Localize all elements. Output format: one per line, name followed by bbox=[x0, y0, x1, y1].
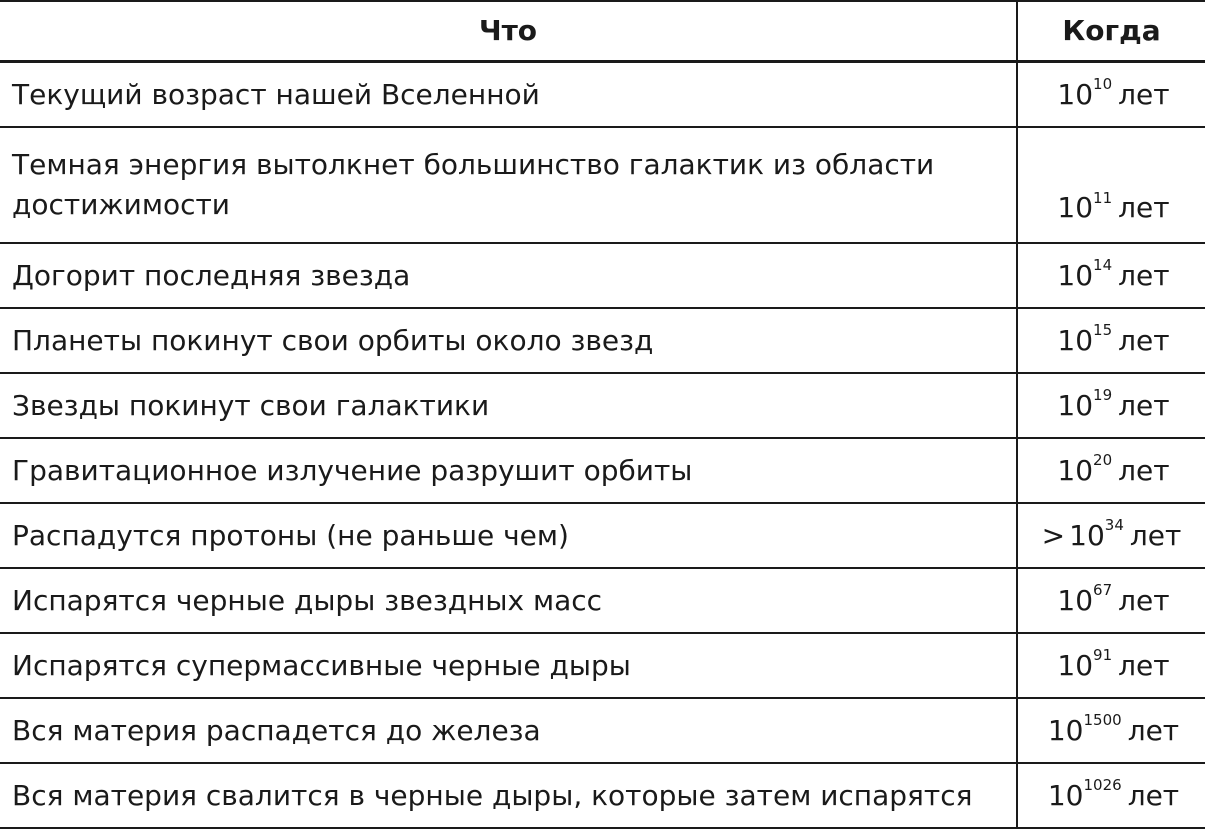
table-row bbox=[0, 763, 1205, 828]
table-row bbox=[0, 62, 1205, 128]
time-base: 10 bbox=[1057, 258, 1094, 292]
time-prefix: > bbox=[1041, 518, 1066, 552]
event-cell: Распадутся протоны (не раньше чем) bbox=[0, 503, 1017, 568]
time-cell bbox=[1017, 243, 1205, 308]
time-unit: лет bbox=[1118, 77, 1170, 111]
event-cell: Гравитационное излучение разрушит орбиты bbox=[0, 438, 1017, 503]
time-exponent: 10 bbox=[1093, 75, 1113, 94]
table-row bbox=[0, 308, 1205, 373]
column-header-when: Когда bbox=[1017, 1, 1205, 62]
event-cell: Звезды покинут свои галактики bbox=[0, 373, 1017, 438]
time-exponent: 15 bbox=[1093, 321, 1113, 340]
time-base: 10 bbox=[1057, 77, 1094, 111]
event-cell: Планеты покинут свои орбиты около звезд bbox=[0, 308, 1017, 373]
time-cell bbox=[1017, 373, 1205, 438]
time-exponent: 11 bbox=[1093, 188, 1113, 207]
time-exponent: 1026 bbox=[1083, 776, 1122, 795]
time-unit: лет bbox=[1118, 583, 1170, 617]
time-exponent: 14 bbox=[1093, 256, 1113, 275]
time-base: 10 bbox=[1047, 778, 1084, 812]
time-base: 10 bbox=[1057, 191, 1094, 224]
time-cell bbox=[1017, 308, 1205, 373]
table-row bbox=[0, 698, 1205, 763]
time-unit: лет bbox=[1118, 648, 1170, 682]
time-cell bbox=[1017, 127, 1205, 243]
time-base: 10 bbox=[1057, 583, 1094, 617]
time-cell bbox=[1017, 438, 1205, 503]
time-cell bbox=[1017, 568, 1205, 633]
time-exponent: 34 bbox=[1104, 516, 1124, 535]
time-base: 10 bbox=[1057, 648, 1094, 682]
time-base: 10 bbox=[1057, 323, 1094, 357]
time-exponent: 1500 bbox=[1083, 711, 1122, 730]
time-cell bbox=[1017, 698, 1205, 763]
event-cell: Испарятся черные дыры звездных масс bbox=[0, 568, 1017, 633]
time-unit: лет bbox=[1127, 713, 1180, 747]
event-cell: Темная энергия вытолкнет большинство галактик из области достижимости bbox=[0, 127, 1017, 243]
event-cell: Испарятся супермассивные черные дыры bbox=[0, 633, 1017, 698]
table-row bbox=[0, 503, 1205, 568]
event-cell: Текущий возраст нашей Вселенной bbox=[0, 62, 1017, 128]
time-cell bbox=[1017, 62, 1205, 128]
time-unit: лет bbox=[1118, 388, 1170, 422]
table-row bbox=[0, 127, 1205, 243]
table-row bbox=[0, 633, 1205, 698]
event-cell: Догорит последняя звезда bbox=[0, 243, 1017, 308]
column-header-what: Что bbox=[0, 1, 1017, 62]
time-unit: лет bbox=[1118, 258, 1170, 292]
time-base: 10 bbox=[1069, 518, 1105, 552]
header-row bbox=[0, 1, 1205, 62]
time-cell bbox=[1017, 503, 1205, 568]
event-cell: Вся материя свалится в черные дыры, которые затем испарятся bbox=[0, 763, 1017, 828]
time-base: 10 bbox=[1057, 388, 1094, 422]
time-exponent: 20 bbox=[1093, 451, 1113, 470]
time-base: 10 bbox=[1047, 713, 1084, 747]
time-cell bbox=[1017, 763, 1205, 828]
time-exponent: 67 bbox=[1093, 581, 1113, 600]
table-row bbox=[0, 373, 1205, 438]
time-base: 10 bbox=[1057, 453, 1094, 487]
time-cell bbox=[1017, 633, 1205, 698]
time-unit: лет bbox=[1118, 191, 1170, 224]
time-unit: лет bbox=[1118, 323, 1170, 357]
table-row bbox=[0, 438, 1205, 503]
time-unit: лет bbox=[1127, 778, 1180, 812]
table-row bbox=[0, 568, 1205, 633]
table-row bbox=[0, 243, 1205, 308]
time-exponent: 19 bbox=[1093, 386, 1113, 405]
time-unit: лет bbox=[1129, 518, 1182, 552]
event-cell: Вся материя распадется до железа bbox=[0, 698, 1017, 763]
time-unit: лет bbox=[1118, 453, 1170, 487]
time-exponent: 91 bbox=[1093, 646, 1113, 665]
